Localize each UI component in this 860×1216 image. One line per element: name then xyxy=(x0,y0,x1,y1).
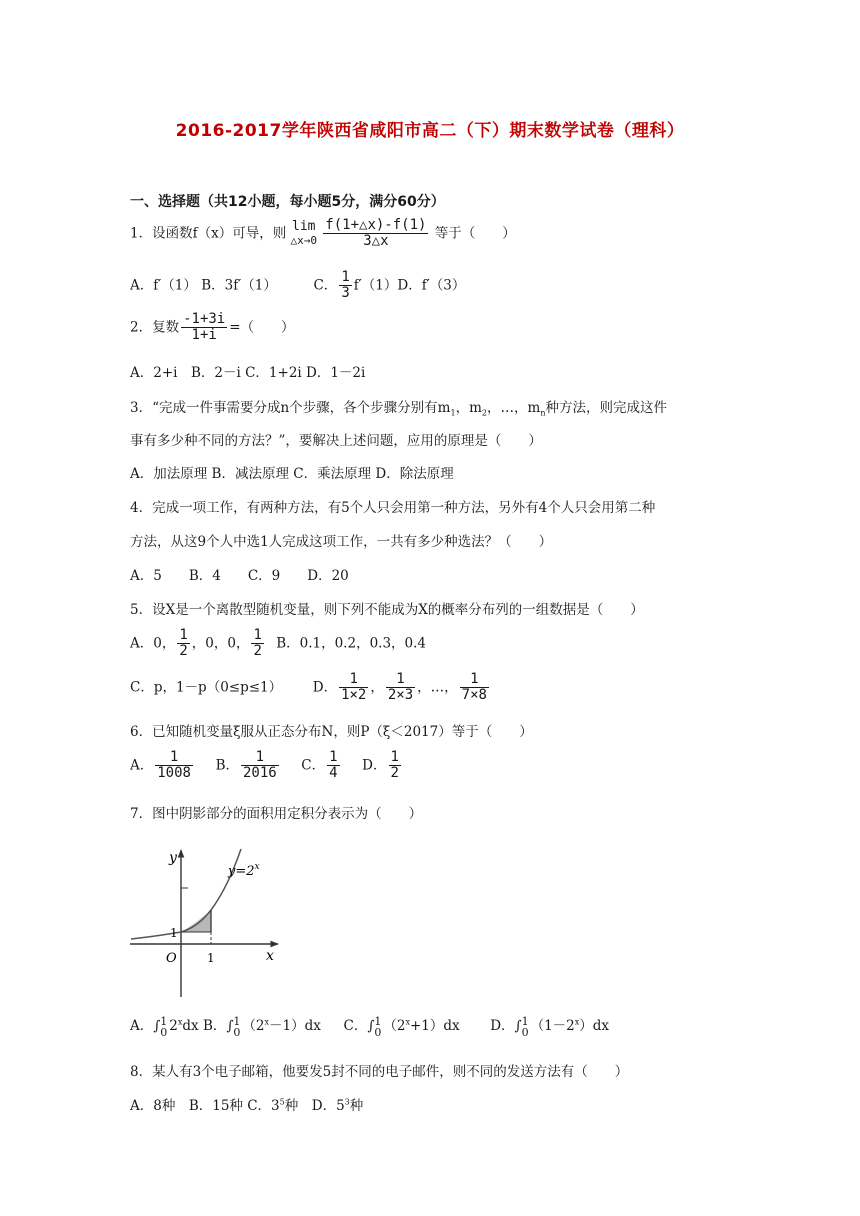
q7-a-upper: 1 xyxy=(160,1014,168,1028)
q7-c-exp: x xyxy=(405,1017,410,1027)
q3-sub-n: n xyxy=(540,408,546,418)
q1-suffix: 等于（ ） xyxy=(434,225,516,242)
q5-a-num-1: 1 xyxy=(179,627,188,643)
q3-sub-1: 1 xyxy=(450,408,456,418)
q2-prefix: 2．复数 xyxy=(130,319,180,336)
q5-option-b: B．0.1，0.2，0.3，0.4 xyxy=(276,635,427,652)
origin-label: O xyxy=(166,951,177,966)
question-7: 7．图中阴影部分的面积用定积分表示为（ ） xyxy=(130,806,423,822)
curve-label-exp: x xyxy=(254,862,260,872)
q3-sub-2: 2 xyxy=(481,408,487,418)
question-4-line-1: 4．完成一项工作，有两种方法，有5个人只会用第一种方法，另外有4个人只会用第二种 xyxy=(130,500,656,516)
question-5: 5．设X是一个离散型随机变量，则下列不能成为X的概率分布列的一组数据是（ ） xyxy=(130,602,644,618)
curve-label-base: y=2 xyxy=(228,864,255,879)
q1-lim-under: △x→0 xyxy=(290,234,317,248)
q5-d1-num: 1 xyxy=(339,672,368,688)
q2-suffix: =（ ） xyxy=(229,319,295,336)
q1-denominator: 3△x xyxy=(363,233,389,250)
q7-b-limits xyxy=(233,1016,240,1038)
q7-c-limits xyxy=(374,1016,381,1038)
q2-denominator: 1+i xyxy=(191,327,217,344)
q8-options-a: A．8种 B．15种 C．3 xyxy=(130,1098,280,1114)
q3-sep-1: ，m xyxy=(455,400,482,416)
q8-options xyxy=(130,1094,363,1114)
q7-b-lower: 0 xyxy=(233,1025,241,1039)
q5-d1-den: 1×2 xyxy=(341,687,367,704)
q1-lim-label: lim xyxy=(292,219,316,235)
q3-options: A．加法原理 B．减法原理 C．乘法原理 D．除法原理 xyxy=(130,466,454,482)
q5-option-row-2 xyxy=(130,672,491,704)
q5-d2-den: 2×3 xyxy=(387,687,414,704)
q1-prefix: 1．设函数f（x）可导，则 xyxy=(130,225,287,242)
q5-a-num-2: 1 xyxy=(253,627,262,643)
question-6: 6．已知随机变量ξ服从正态分布N，则P（ξ＜2017）等于（ ） xyxy=(130,724,533,740)
x-tick-label: 1 xyxy=(207,951,215,965)
q6-option-b: B． xyxy=(215,757,239,774)
q8-options-c: 种 xyxy=(349,1098,364,1114)
q1-option-a: A．f′（1） xyxy=(130,277,197,294)
q8-options-b: 种 D．5 xyxy=(284,1098,345,1114)
q7-d-upper: 1 xyxy=(521,1014,529,1028)
curve-label xyxy=(227,862,260,879)
q7-a-lower: 0 xyxy=(160,1025,168,1039)
q1-c-fraction xyxy=(339,270,351,302)
question-4-line-2: 方法，从这9个人中选1人完成这项工作，一共有多少种选法？（ ） xyxy=(130,534,553,550)
q5-option-c: C．p，1－p（0≤p≤1） xyxy=(130,679,283,696)
q5-option-a: A．0， xyxy=(130,635,176,652)
q5-a-den-2: 2 xyxy=(253,643,262,660)
q7-option-c: C．∫ xyxy=(343,1018,375,1034)
q6-a-fraction xyxy=(155,750,193,782)
q7-option-a: A．∫ xyxy=(130,1018,161,1034)
q1-options xyxy=(130,270,465,302)
q1-option-b: B．3f′（1） xyxy=(201,277,277,294)
q7-c-lower: 0 xyxy=(374,1025,382,1039)
q7-c-end: +1）dx xyxy=(409,1018,460,1034)
q1-c-num: 1 xyxy=(341,269,350,285)
curve xyxy=(131,849,241,939)
q5-a-den-1: 2 xyxy=(179,643,188,660)
q5-option-a-mid: ，0，0， xyxy=(191,635,250,652)
page-title: 2016-2017学年陕西省咸阳市高二（下）期末数学试卷（理科） xyxy=(175,121,685,141)
q5-comma: ， xyxy=(370,679,384,696)
q1-option-c-text: f′（1） xyxy=(353,277,398,294)
q7-b-body: （2 xyxy=(242,1018,265,1034)
q7-d-exp: x xyxy=(574,1017,580,1027)
q5-option-row-1 xyxy=(130,628,426,660)
q7-a-end: dx B．∫ xyxy=(182,1018,234,1034)
q1-fraction xyxy=(323,218,428,250)
q2-options: A．2+i B．2－i C．1+2i D．1－2i xyxy=(130,365,366,381)
q6-b-den: 2016 xyxy=(242,765,277,782)
question-3-line-2: 事有多少种不同的方法？”，要解决上述问题，应用的原理是（ ） xyxy=(130,433,542,449)
q4-options: A．5 B．4 C．9 D．20 xyxy=(130,568,349,584)
q7-graph xyxy=(128,842,288,1002)
q5-a-fraction-2 xyxy=(251,628,263,660)
q6-a-den: 1008 xyxy=(157,765,191,782)
q1-c-den: 3 xyxy=(341,285,350,302)
q2-numerator: -1+3i xyxy=(183,311,226,327)
q6-d-num: 1 xyxy=(390,749,399,765)
q5-d3-num: 1 xyxy=(460,672,489,688)
q7-d-lower: 0 xyxy=(521,1025,529,1039)
q7-d-limits xyxy=(522,1016,529,1038)
q5-d2-num: 1 xyxy=(386,672,415,688)
question-2 xyxy=(130,312,295,344)
q3-text-b: 种方法，则完成这件 xyxy=(545,400,667,416)
q6-c-num: 1 xyxy=(329,749,338,765)
q1-option-c: C． xyxy=(313,277,338,294)
q8-exp-d: 3 xyxy=(344,1097,350,1107)
q5-d-fraction-3 xyxy=(460,672,489,704)
q7-c-upper: 1 xyxy=(374,1014,382,1028)
q6-options xyxy=(130,750,403,782)
q5-d3-den: 7×8 xyxy=(461,687,487,704)
q6-b-fraction xyxy=(241,750,279,782)
q7-a-limits xyxy=(160,1016,167,1038)
q7-a-exp: x xyxy=(177,1017,183,1027)
question-8: 8．某人有3个电子邮箱，他要发5封不同的电子邮件，则不同的发送方法有（ ） xyxy=(130,1064,629,1080)
q7-b-upper: 1 xyxy=(233,1014,241,1028)
y-tick-label: 1 xyxy=(170,926,178,940)
q6-option-c: C． xyxy=(301,757,326,774)
q6-b-num: 1 xyxy=(241,750,279,766)
q1-option-d: D．f′（3） xyxy=(397,277,466,294)
y-axis-label: y xyxy=(169,850,177,866)
q7-a-body: 2 xyxy=(169,1018,178,1034)
q7-options xyxy=(130,1014,609,1038)
q3-text-a: 3．“完成一件事需要分成n个步骤，各个步骤分别有m xyxy=(130,400,451,416)
q1-limit xyxy=(291,220,318,248)
q6-option-a: A． xyxy=(130,757,154,774)
q7-d-body: （1－2 xyxy=(530,1018,575,1034)
q5-a-fraction-1 xyxy=(177,628,189,660)
q5-d-fraction-2 xyxy=(386,672,415,704)
q2-fraction xyxy=(181,312,227,344)
section-heading: 一、选择题（共12小题，每小题5分，满分60分） xyxy=(130,194,445,210)
q5-option-d: D． xyxy=(312,679,338,696)
q7-d-end: ）dx xyxy=(579,1018,610,1034)
q6-c-den: 4 xyxy=(329,765,338,782)
q1-numerator: f(1+△x)-f(1) xyxy=(325,217,427,233)
x-axis-label: x xyxy=(266,948,274,964)
q6-option-d: D． xyxy=(362,757,387,774)
q6-c-fraction xyxy=(327,750,339,782)
q6-d-fraction xyxy=(389,750,401,782)
question-3-line-1 xyxy=(130,396,667,418)
question-1 xyxy=(130,218,516,250)
q5-d-fraction-1 xyxy=(339,672,368,704)
q5-ellipsis: ，…， xyxy=(417,679,458,696)
shaded-region xyxy=(181,910,211,932)
q7-b-exp: x xyxy=(264,1017,270,1027)
q8-exp-c: 5 xyxy=(279,1097,285,1107)
q6-a-num: 1 xyxy=(155,750,193,766)
q7-option-d: D．∫ xyxy=(490,1018,522,1034)
q6-d-den: 2 xyxy=(390,765,399,782)
q7-b-end: －1）dx xyxy=(269,1018,321,1034)
q7-c-body: （2 xyxy=(383,1018,406,1034)
q3-sep-2: ，…，m xyxy=(487,400,541,416)
